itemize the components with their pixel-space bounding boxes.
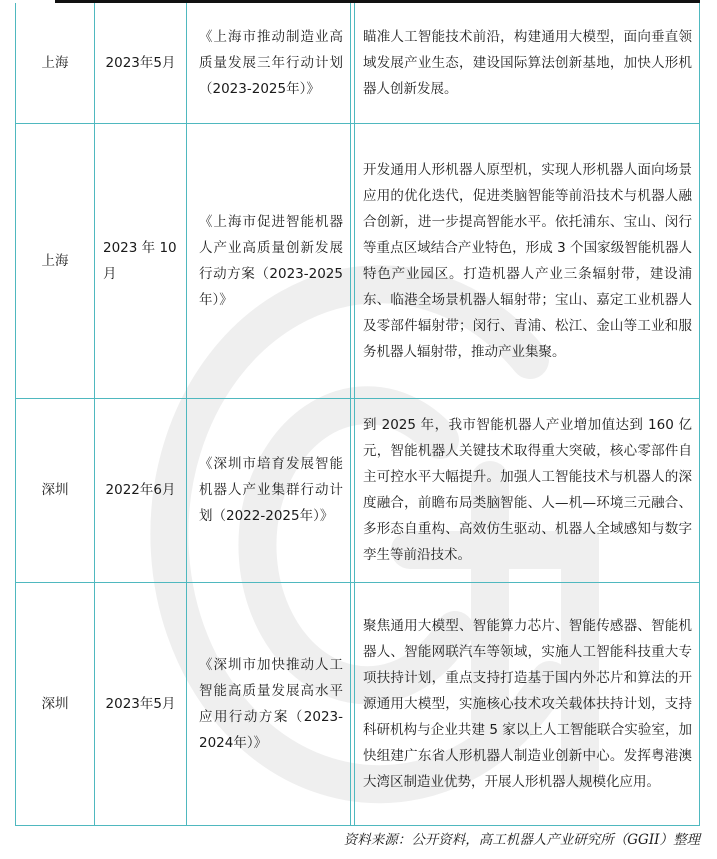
source-note: 资料来源：公开资料，高工机器人产业研究所（GGII）整理 bbox=[343, 832, 700, 848]
city-cell: 上海 bbox=[16, 3, 95, 123]
city-cell: 深圳 bbox=[16, 582, 95, 825]
policy-content-cell: 聚焦通用大模型、智能算力芯片、智能传感器、智能机器人、智能网联汽车等领域，实施人工智能科技重大专项扶持计划，重点支持打造基于国内外芯片和算法的开源通用大模型，实施核心技术攻关载体扶持计划，支持科研机构与企业共建 5 家以上人工智能联合实验室，加快组建广东省人形机器人制造业创新中心。发挥粤港澳大湾区制造业优势，开展人形机器人规模化应用。 bbox=[355, 582, 700, 825]
policy-content-cell: 瞄准人工智能技术前沿，构建通用大模型，面向垂直领域发展产业生态，建设国际算法创新基地，加快人形机器人创新发展。 bbox=[355, 3, 700, 123]
table-row bbox=[16, 582, 700, 825]
table-row bbox=[16, 398, 700, 582]
date-cell: 2023年5月 bbox=[95, 3, 187, 123]
policy-title-cell: 《上海市促进智能机器人产业高质量创新发展行动方案（2023-2025年）》 bbox=[187, 123, 351, 398]
table-row bbox=[16, 123, 700, 398]
city-cell: 深圳 bbox=[16, 398, 95, 582]
policy-table bbox=[15, 3, 700, 826]
date-cell: 2022年6月 bbox=[95, 398, 187, 582]
policy-title-cell: 《上海市推动制造业高质量发展三年行动计划（2023-2025年）》 bbox=[187, 3, 351, 123]
table-row bbox=[16, 3, 700, 123]
policy-content-cell: 到 2025 年，我市智能机器人产业增加值达到 160 亿元，智能机器人关键技术取得重大突破，核心零部件自主可控水平大幅提升。加强人工智能技术与机器人的深度融合，前瞻布局类脑智能、人—机—环境三元融合、多形态自重构、高效仿生驱动、机器人全域感知与数字孪生等前沿技术。 bbox=[355, 398, 700, 582]
policy-content-cell: 开发通用人形机器人原型机，实现人形机器人面向场景应用的优化迭代，促进类脑智能等前沿技术与机器人融合创新，进一步提高智能水平。依托浦东、宝山、闵行等重点区域结合产业特色，形成 3 个国家级智能机器人特色产业园区。打造机器人产业三条辐射带，建设浦东、临港全场景机器人辐射带；宝山、嘉定工业机器人及零部件辐射带；闵行、青浦、松江、金山等工业和服务机器人辐射带，推动产业集聚。 bbox=[355, 123, 700, 398]
date-cell: 2023 年 10 月 bbox=[95, 123, 187, 398]
policy-title-cell: 《深圳市加快推动人工智能高质量发展高水平应用行动方案（2023-2024年）》 bbox=[187, 582, 351, 825]
city-cell: 上海 bbox=[16, 123, 95, 398]
policy-title-cell: 《深圳市培育发展智能机器人产业集群行动计划（2022-2025年）》 bbox=[187, 398, 351, 582]
date-cell: 2023年5月 bbox=[95, 582, 187, 825]
